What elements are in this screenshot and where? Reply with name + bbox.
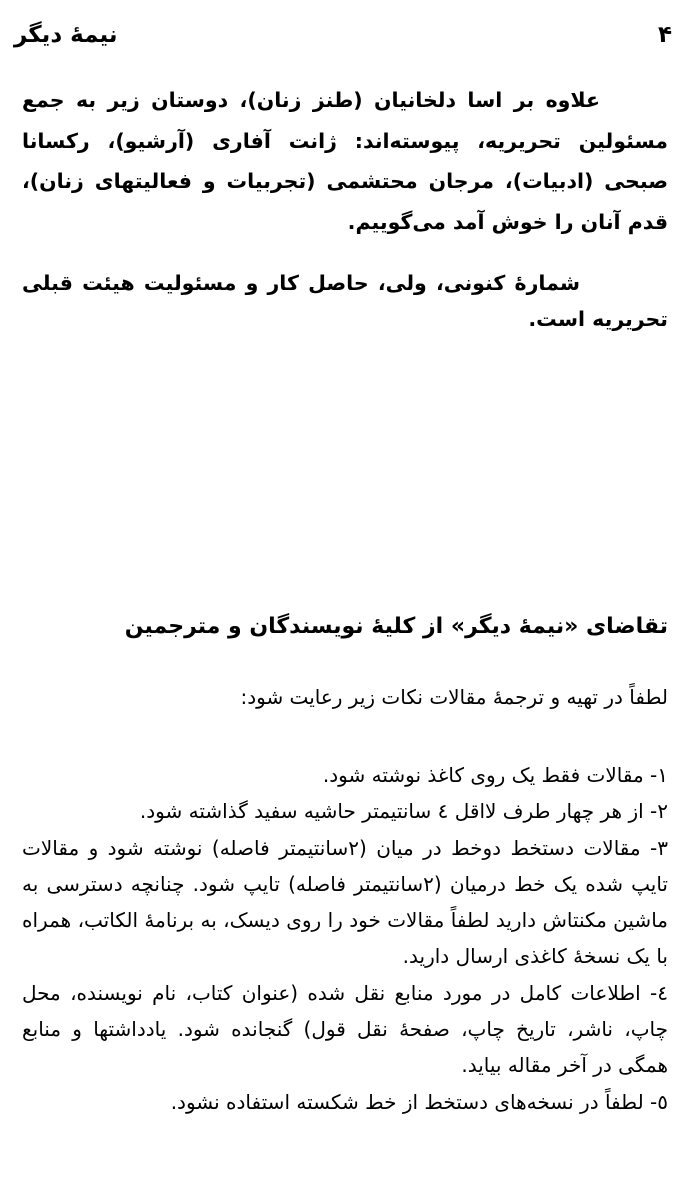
editorial-paragraph-2 xyxy=(22,265,668,337)
page-header xyxy=(14,22,672,56)
editorial-paragraph-1 xyxy=(22,80,668,242)
guideline-item: ۱- مقالات فقط یک روی کاغذ نوشته شود. xyxy=(322,763,668,787)
editorial-paragraph-1-text: علاوه بر اسا دلخانیان (طنز زنان)، دوستان زیر به جمع مسئولین تحریریه، پیوسته‌اند: ژانت آفاری (آرشیو)، رکسانا صبحی (ادبیات)، مرجان محتشمی (تجربیات و فعالیتهای زنان)، قدم آنان را خوش آمد می‌گوییم. xyxy=(22,88,668,234)
guideline-item: ٤- اطلاعات کامل در مورد منابع نقل شده (عنوان کتاب، نام نویسنده، محل چاپ، ناشر، تاریخ چاپ، صفحهٔ نقل قول) گنجانده شود. یادداشتها و منابع همگی در آخر مقاله بیاید. xyxy=(22,980,668,1078)
guidelines-intro: لطفاً در تهیه و ترجمهٔ مقالات نکات زیر رعایت شود: xyxy=(240,685,668,709)
guideline-item: ٥- لطفاً در نسخه‌های دستخط از خط شکسته استفاده نشود. xyxy=(170,1089,668,1114)
guideline-item: ۳- مقالات دستخط دوخط در میان (۲سانتیمتر فاصله) نوشته شود و مقالات تایپ شده یک خط درمیان (۲سانتیمتر فاصله) تایپ شود. چنانچه دسترسی به ماشین مکنتاش دارید لطفاً مقالات خود را روی دیسک، به برنامهٔ الکاتب، همراه با یک نسخهٔ کاغذی ارسال دارید. xyxy=(22,835,668,969)
guidelines-heading: تقاضای «نیمهٔ دیگر» از کلیهٔ نویسندگان و مترجمین xyxy=(124,614,668,639)
guidelines-list xyxy=(22,757,668,1120)
running-title: نیمهٔ دیگر xyxy=(14,22,118,48)
guideline-item: ۲- از هر چهار طرف لااقل ٤ سانتیمتر حاشیه سفید گذاشته شود. xyxy=(139,799,668,824)
page-number: ۴ xyxy=(657,22,672,48)
editorial-paragraph-2-text: شمارهٔ کنونی، ولی، حاصل کار و مسئولیت هیئت قبلی تحریریه است. xyxy=(22,271,668,331)
